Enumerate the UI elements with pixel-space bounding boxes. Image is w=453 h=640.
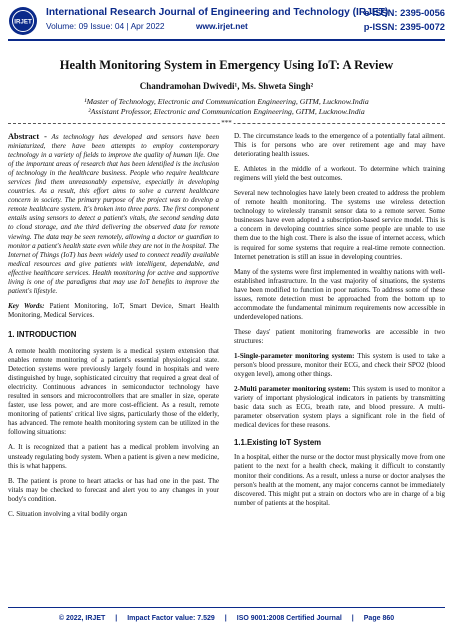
page-footer <box>8 615 445 622</box>
left-column <box>8 132 219 525</box>
structures-paragraph: These days' patient monitoring frameworks are accessible in two structures: <box>234 327 445 345</box>
paper-title: Health Monitoring System in Emergency Using IoT: A Review <box>59 58 394 72</box>
issn-electronic: e-ISSN: 2395-0056 <box>364 7 445 18</box>
journal-header <box>8 6 445 36</box>
intro-item-d: D. The circumstance leads to the emergence of a potentially fatal ailment. This is for persons who are over retirement age and may have deteriorating health issues. <box>234 132 445 159</box>
single-parameter-text: This system is used to take a person's blood pressure, monitor their ECG, and check their SPO2 (blood oxygen level), among other things. <box>234 351 446 379</box>
keywords-paragraph <box>8 302 219 320</box>
footer-divider-3: | <box>351 615 354 622</box>
footer-copyright: © 2022, IRJET <box>58 615 106 622</box>
technology-paragraph: Several new technologies have lately been created to address the problem of remote health monitoring. The systems use wireless detection technology to wirelessly transmit sensor data to a remote server. Some businesses have even adopted a subscription-based service model. This is a concern in developing countries since some people are unable to use them due to the high cost. There is also the issue of internet access, which is required for some systems that require a real-time remote connection. Internet penetration is still an issue in developing countries. <box>234 189 445 261</box>
logo-text: IRJET <box>14 18 32 26</box>
footer-divider-2: | <box>224 615 227 622</box>
keywords-text: Patient Monitoring, IoT, Smart Device, Smart Health Monitoring, Medical Services. <box>8 301 219 319</box>
irjet-logo-icon <box>8 6 38 36</box>
intro-item-b: B. The patient is prone to heart attacks or has had one in the past. The vitals may be checked to forecast and alert you to any changes in your body's condition. <box>8 476 219 503</box>
multi-parameter-text: This system is used to monitor a variety of important physiological indicators in patients by transmitting basic data such as ECG, breath rate, and blood pressure. A multi-parameter observation system plays a significant role in the field of medical devices for these reasons. <box>234 385 445 430</box>
intro-item-a: A. It is recognized that a patient has a medical problem involving an unsteady regulating body system. When a patient is given a new medicine, this is what happens. <box>8 443 219 470</box>
multi-parameter-paragraph <box>234 385 445 430</box>
single-parameter-paragraph <box>234 352 445 379</box>
footer-impact-factor: Impact Factor value: 7.529 <box>127 615 215 622</box>
abstract-text: As technology has developed and sensors have been miniaturized, there have been attempts to employ contemporary technology in a variety of fields to improve the quality of human life. One of the important areas of research that has been identified is the inclusion of technology in the healthcare business. People who require healthcare services find them unreasonably expensive, especially in developing countries. As a result, this effort aims to solve a current healthcare concern in society. The primary purpose of the project was to develop a remote healthcare system. It's broken into three parts. The first component entails using sensors to detect a patient's vitals, the second sending data to cloud storage, and the third delivering the observed data for remote viewing. The data may be seen remotely, allowing a doctor or guardian to monitor a patient's health state even while they are not in the hospital. The Internet of Things (IoT) has been widely used to connect readily available medical resources and give patients with intelligent, dependable, and effective healthcare services. Health monitoring for active and supportive living is one of the paradigms that may use IoT benefits to improve the patient's lifestyle. <box>8 133 219 295</box>
paper-authors: Chandramohan Dwivedi¹, Ms. Shweta Singh² <box>139 81 314 91</box>
footer-iso: ISO 9001:2008 Certified Journal <box>236 615 342 622</box>
header-divider <box>8 39 445 41</box>
affiliation-1: ¹Master of Technology, Electronic and Communication Engineering, GITM, Lucknow.India <box>84 97 369 106</box>
journal-website-link[interactable]: www.irjet.net <box>196 21 248 31</box>
hospital-paragraph: In a hospital, either the nurse or the doctor must physically move from one patient to the next for a health check, making it difficult to constantly monitor their conditions. As a result, unless a nurse or doctor analyses the person's health at the moment, any major concerns cannot be immediately discovered. This might put a strain on doctors who are in charge of a big number of patients at the hospital. <box>234 453 445 507</box>
footer-divider <box>8 607 445 608</box>
single-parameter-label: 1-Single-parameter monitoring system: <box>234 351 355 360</box>
right-column <box>234 132 445 514</box>
issn-print: p-ISSN: 2395-0072 <box>363 21 445 32</box>
intro-item-e: E. Athletes in the middle of a workout. To determine which training regimens will yield the best outcomes. <box>234 165 445 183</box>
section-separator <box>8 118 445 128</box>
affiliation-2: ²Assistant Professor, Electronic and Communication Engineering, GITM, Lucknow.India <box>88 107 365 116</box>
systems-paragraph: Many of the systems were first implemented in wealthy nations with well-established infrastructure. In the vast majority of situations, the systems have been modified to function in poor nations. To address some of these issues, remote detection must be approached from the bottom up to accommodate the fundamental minimum requirements now accessible in underdeveloped nations. <box>234 267 445 321</box>
footer-divider-1: | <box>115 615 118 622</box>
volume-issue: Volume: 09 Issue: 04 | Apr 2022 <box>46 21 165 31</box>
footer-page-number: Page 860 <box>363 615 395 622</box>
separator-stars: *** <box>221 119 232 127</box>
multi-parameter-label: 2-Multi parameter monitoring system: <box>234 385 351 394</box>
abstract-paragraph <box>8 132 219 296</box>
intro-item-c: C. Situation involving a vital bodily organ <box>8 509 128 518</box>
intro-paragraph-1: A remote health monitoring system is a medical system extension that enables remote monitoring of a patient's essential physiological state. Detection systems were previously largely found in hospitals and were distinguished by huge, sophisticated circuitry that required a great deal of electricity. Continuous advances in semiconductor technology have resulted in sensors and microcontrollers that are smaller in size, operate faster, use less power, and are more cost-efficient. As a result, remote monitoring of patients' critical live signs, particularly those of the elderly, has advanced. The remote health monitoring system can be utilized in the following situations: <box>8 346 219 437</box>
keywords-label: Key Words: <box>8 301 45 310</box>
introduction-heading: 1. INTRODUCTION <box>8 329 77 339</box>
abstract-label: Abstract - <box>8 132 47 141</box>
existing-iot-heading: 1.1.Existing IoT System <box>234 438 322 448</box>
journal-name: International Research Journal of Engineering and Technology (IRJET) <box>46 7 389 18</box>
